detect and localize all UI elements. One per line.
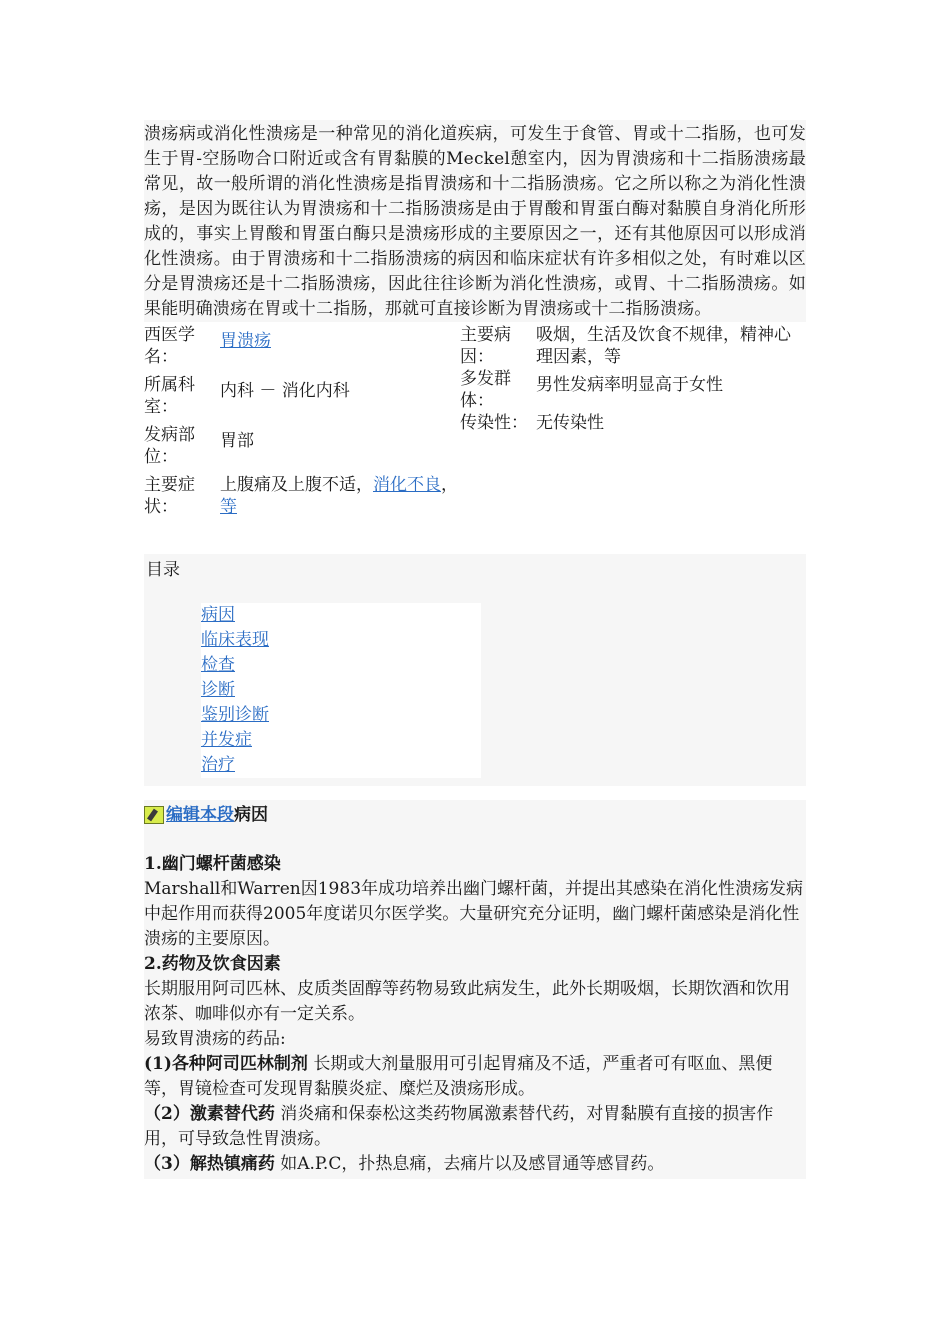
symptom-separator: ，	[441, 475, 458, 495]
department-label: 所属科室：	[144, 375, 195, 417]
edit-icon[interactable]	[144, 806, 164, 824]
toc-list	[201, 603, 481, 778]
info-row-department	[144, 374, 460, 418]
group-label: 多发群体：	[460, 369, 511, 411]
symptom-link-etc[interactable]: 等	[220, 497, 237, 517]
document-page	[144, 120, 806, 1179]
drug-item-analgesic-text: 如A.P.C，扑热息痛，去痛片以及感冒通等感冒药。	[274, 1154, 665, 1174]
western-name-link[interactable]: 胃溃疡	[220, 331, 271, 351]
section-cause	[144, 800, 806, 1179]
symptom-link-indigestion[interactable]: 消化不良	[373, 475, 441, 495]
drug-item-analgesic	[144, 1152, 806, 1177]
drug-item-hormone-label: （2）激素替代药	[144, 1104, 275, 1124]
symptom-value	[220, 474, 460, 518]
cause-value: 吸烟，生活及饮食不规律，精神心理因素，等	[536, 325, 791, 367]
drug-item-hormone	[144, 1102, 806, 1152]
symptom-label: 主要症状：	[144, 475, 195, 517]
department-value: 内科 － 消化内科	[220, 381, 350, 401]
toc-item-treatment[interactable]: 治疗	[201, 755, 235, 775]
cause-label: 主要病因：	[460, 325, 511, 367]
site-label: 发病部位：	[144, 425, 195, 467]
subheading-drugs: 2.药物及饮食因素	[144, 954, 281, 974]
infectious-value: 无传染性	[536, 413, 604, 433]
group-value: 男性发病率明显高于女性	[536, 375, 723, 395]
info-row-cause	[460, 324, 806, 368]
toc-item-diagnosis[interactable]: 诊断	[201, 680, 235, 700]
info-left-column	[144, 324, 460, 524]
intro-paragraph: 溃疡病或消化性溃疡是一种常见的消化道疾病，可发生于食管、胃或十二指肠，也可发生于胃-空肠吻合口附近或含有胃黏膜的Meckel憩室内，因为胃溃疡和十二指肠溃疡最常见，故一般所谓的消化性溃疡是指胃溃疡和十二指肠溃疡。它之所以称之为消化性溃疡，是因为既往认为胃溃疡和十二指肠溃疡是由于胃酸和胃蛋白酶对黏膜自身消化所形成的，事实上胃酸和胃蛋白酶只是溃疡形成的主要原因之一，还有其他原因可以形成消化性溃疡。由于胃溃疡和十二指肠溃疡的病因和临床症状有许多相似之处，有时难以区分是胃溃疡还是十二指肠溃疡，因此往往诊断为消化性溃疡，或胃、十二指肠溃疡。如果能明确溃疡在胃或十二指肠，那就可直接诊断为胃溃疡或十二指肠溃疡。	[144, 120, 806, 322]
section-header	[144, 800, 806, 830]
info-row-group	[460, 368, 806, 412]
drug-item-analgesic-label: （3）解热镇痛药	[144, 1154, 275, 1174]
info-row-site	[144, 424, 460, 468]
toc-title: 目录	[146, 560, 180, 580]
toc-item-clinical[interactable]: 临床表现	[201, 630, 269, 650]
western-name-label: 西医学名：	[144, 325, 195, 367]
symptom-text: 上腹痛及上腹不适，	[220, 475, 373, 495]
info-right-column	[460, 324, 806, 524]
info-row-symptom	[144, 474, 460, 518]
drug-item-aspirin-label: (1)各种阿司匹林制剂	[144, 1054, 308, 1074]
infectious-label: 传染性：	[460, 413, 528, 433]
info-box	[144, 324, 806, 524]
toc-item-complications[interactable]: 并发症	[201, 730, 252, 750]
drug-item-aspirin-text: 长期或大剂量服用可引起胃痛及不适，严重者可有呕血、黑便等，胃镜检查可发现胃黏膜炎症、糜烂及溃疡形成。	[144, 1054, 773, 1099]
section-title: 病因	[234, 804, 268, 825]
site-value: 胃部	[220, 431, 254, 451]
drug-item-hormone-text: 消炎痛和保泰松这类药物属激素替代药，对胃黏膜有直接的损害作用，可导致急性胃溃疡。	[144, 1104, 774, 1149]
edit-section-link[interactable]: 编辑本段	[166, 804, 234, 825]
info-row-western-name	[144, 324, 460, 368]
table-of-contents	[144, 554, 806, 786]
subheading-hp: 1.幽门螺杆菌感染	[144, 854, 281, 874]
toc-item-exam[interactable]: 检查	[201, 655, 235, 675]
toc-item-cause[interactable]: 病因	[201, 605, 235, 625]
info-row-infectious	[460, 412, 806, 434]
paragraph-drugs: 长期服用阿司匹林、皮质类固醇等药物易致此病发生，此外长期吸烟，长期饮酒和饮用浓茶、咖啡似亦有一定关系。	[144, 979, 790, 1024]
drug-item-aspirin	[144, 1052, 806, 1102]
paragraph-drug-list-intro: 易致胃溃疡的药品:	[144, 1029, 286, 1049]
toc-item-differential[interactable]: 鉴别诊断	[201, 705, 269, 725]
paragraph-hp: Marshall和Warren因1983年成功培养出幽门螺杆菌，并提出其感染在消化性溃疡发病中起作用而获得2005年度诺贝尔医学奖。大量研究充分证明，幽门螺杆菌感染是消化性溃疡的主要原因。	[144, 879, 804, 949]
